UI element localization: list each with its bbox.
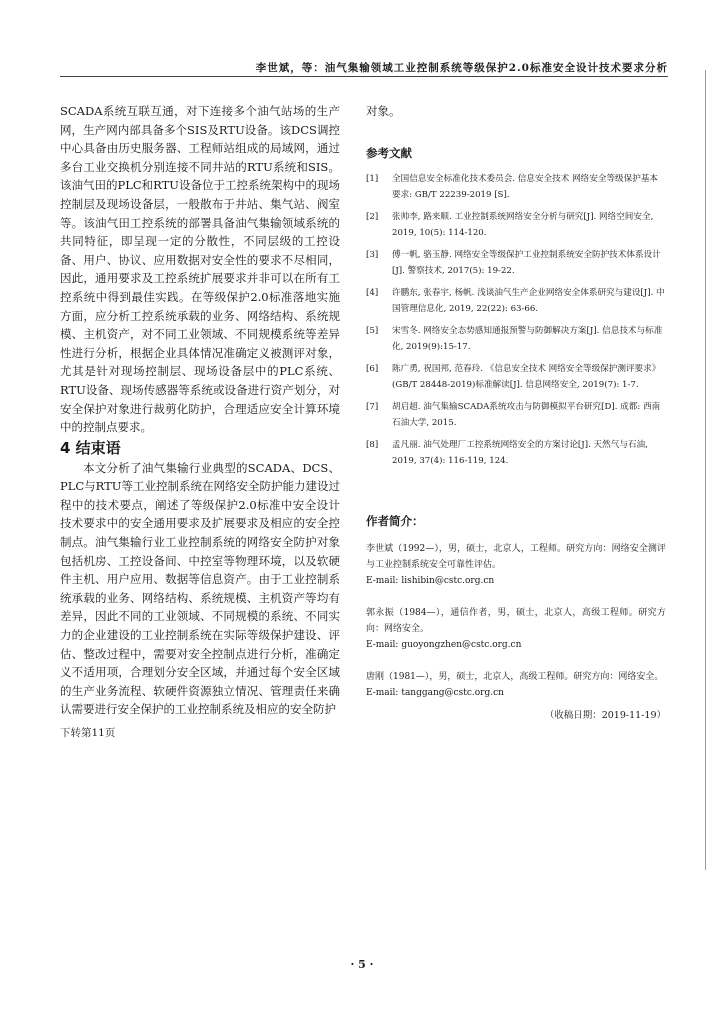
reference-number: [3] xyxy=(366,249,379,260)
reference-number: [7] xyxy=(366,401,379,412)
reference-text: 胡启超. 油气集输SCADA系统攻击与防御模拟平台研究[D]. 成都: 西南石油大学, 2015. xyxy=(392,401,661,428)
reference-item xyxy=(366,437,666,469)
reference-text: 宋雪冬. 网络安全态势感知通报预警与防御解决方案[J]. 信息技术与标准化, 2019(9):15-17. xyxy=(392,325,663,352)
reference-item xyxy=(366,285,666,317)
reference-text: 陈广勇, 祝国邦, 范春玲. 《信息安全技术 网络安全等级保护测评要求》(GB/T 28448-2019)标准解读[J]. 信息网络安全, 2019(7): 1-7. xyxy=(392,363,661,390)
author-email: E-mail: lishibin@cstc.org.cn xyxy=(366,575,495,586)
body-paragraph: SCADA系统互联互通，对下连接多个油气站场的生产网，生产网内部具备多个SIS及RTU设备。该DCS调控中心具备由历史服务器、工程师站组成的局域网，通过多台工业交换机分别连接不同井站的RTU系统和SIS。该油气田的PLC和RTU设备位于工控系统架构中的现场控制层及现场设备层，一般散布于井站、集气站、阀室等。该油气田工控系统的部署具备油气集输领域系统的共同特征，即呈现一定的分散性，不同层级的工控设备、用户、协议、应用数据对安全性的要求不尽相同，因此，通用要求及工控系统扩展要求并非可以在所有工控系统中得到最佳实践。在等级保护2.0标准落地实施方面，应分析工控系统承载的业务、网络结构、系统规模、主机资产，对不同工业领域、不同规模系统等差异性进行分析，根据企业具体情况准确定义被测评对象，尤其是针对现场控制层、现场设备层中的PLC系统、RTU设备、现场传感器等系统或设备进行资产划分，对安全保护对象进行裁剪化防护，合理适应安全计算环境中的控制点要求。 xyxy=(60,104,340,435)
author-email: E-mail: guoyongzhen@cstc.org.cn xyxy=(366,639,522,650)
reference-text: 许鹏东, 张春宇, 杨帆. 浅谈油气生产企业网络安全体系研究与建设[J]. 中国管理信息化, 2019, 22(22): 63-66. xyxy=(392,287,665,314)
reference-item xyxy=(366,399,666,431)
reference-item xyxy=(366,171,666,203)
reference-number: [5] xyxy=(366,325,379,336)
reference-text: 傅一帆, 骆玉静. 网络安全等级保护工业控制系统安全防护技术体系设计[J]. 警察技术, 2017(5): 19-22. xyxy=(392,249,661,276)
right-column xyxy=(366,102,666,721)
continued-text: 对象。 xyxy=(366,104,401,118)
reference-item xyxy=(366,323,666,355)
reference-text: 张帅李, 路来顺. 工业控制系统网络安全分析与研究[J]. 网络空间安全, 2019, 10(5): 114-120. xyxy=(392,211,654,238)
reference-text: 全国信息安全标准化技术委员会. 信息安全技术 网络安全等级保护基本要求: GB/T 22239-2019 [S]. xyxy=(392,173,659,200)
author-bio-text: 唐刚（1981—），男，硕士，北京人，高级工程师。研究方向：网络安全。 xyxy=(366,671,664,682)
references-heading: 参考文献 xyxy=(366,145,412,160)
continued-note: 下转第11页 xyxy=(60,727,116,739)
running-title: 李世斌，等：油气集输领域工业控制系统等级保护2.0标准安全设计技术要求分析 xyxy=(255,62,668,74)
page-number: · 5 · xyxy=(350,958,374,971)
author-bio xyxy=(366,541,666,589)
author-bio-text: 郭永振（1984—），通信作者，男，硕士，北京人，高级工程师。研究方向：网络安全。 xyxy=(366,607,666,634)
reference-item xyxy=(366,361,666,393)
reference-number: [4] xyxy=(366,287,379,298)
reference-text: 孟凡丽. 油气处理厂工控系统网络安全的方案讨论[J]. 天然气与石油, 2019, 37(4): 116-119, 124. xyxy=(392,439,648,466)
scan-edge-line xyxy=(705,70,706,870)
author-bio xyxy=(366,605,666,653)
running-header xyxy=(60,38,668,77)
section-heading: 4 结束语 xyxy=(60,438,121,457)
reference-number: [8] xyxy=(366,439,379,450)
reference-number: [1] xyxy=(366,173,379,184)
author-email: E-mail: tanggang@cstc.org.cn xyxy=(366,687,504,698)
reference-item xyxy=(366,209,666,241)
left-column xyxy=(60,102,340,740)
reference-item xyxy=(366,247,666,279)
reference-number: [2] xyxy=(366,211,379,222)
authors-heading: 作者简介： xyxy=(366,513,424,528)
author-bio xyxy=(366,669,666,701)
author-bio-text: 李世斌（1992—），男，硕士，北京人，工程师。研究方向：网络安全测评与工业控制系统安全可靠性评估。 xyxy=(366,543,666,570)
body-paragraph: 本文分析了油气集输行业典型的SCADA、DCS、PLC与RTU等工业控制系统在网络安全防护能力建设过程中的技术要点，阐述了等级保护2.0标准中安全设计技术要求中的安全通用要求及扩展要求及相应的安全控制点。油气集输行业工业控制系统的网络安全防护对象包括机房、工控设备间、中控室等物理环境，以及软硬件主机、用户应用、数据等信息资产。由于工业控制系统承载的业务、网络结构、系统规模、主机资产等均有差异，因此不同的工业领域、不同规模的系统、不同实力的企业建设的工业控制系统在实际等级保护建设、评估、整改过程中，需要对安全控制点进行分析，准确定义不适用项，合理划分安全区域，并通过每个安全区域的生产业务流程、软硬件资源独立情况、管理责任来确认需要进行安全保护的工业控制系统及相应的安全防护 xyxy=(60,460,340,717)
reference-number: [6] xyxy=(366,363,379,374)
received-date: （收稿日期：2019-11-19） xyxy=(544,709,666,721)
